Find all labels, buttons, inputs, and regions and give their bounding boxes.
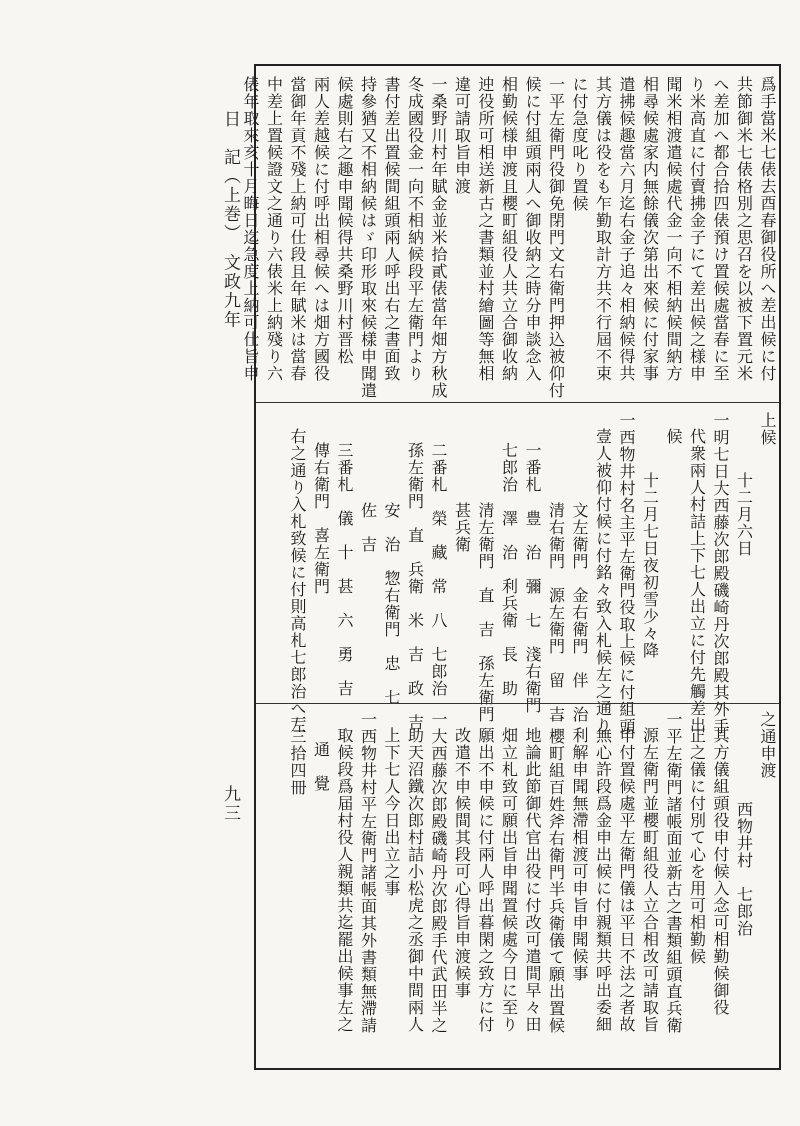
- text-column: 之通申渡: [758, 711, 777, 779]
- text-column: 通 覺: [311, 741, 331, 792]
- text-column: 其方儀は役をも乍勤取計方共不行屆不束: [593, 76, 613, 382]
- register-divider: [256, 703, 779, 704]
- text-column: 願出不申候に付兩人呼出暮閑之致方に付: [476, 727, 495, 1033]
- text-column: 違可請取旨申渡: [452, 76, 472, 195]
- text-column: 上候: [758, 412, 777, 446]
- text-column: へ差加へ都合拾四俵預け置候處當春に至: [711, 76, 730, 382]
- addressee-line: 西物井村 七郎治: [734, 801, 754, 937]
- date-line: 十二月六日: [734, 472, 754, 557]
- text-column: 當御年貢不殘上納可仕段且年賦米は當春: [288, 76, 307, 382]
- text-column: 地論此節御代官出役に付改可遣間早々田: [523, 727, 542, 1033]
- text-column: 相尋候處家内無餘儀次第出來候に付家事: [640, 76, 660, 382]
- text-column: 右之通り入札致候に付則高札七郎治へ左: [288, 428, 307, 734]
- date-line: 十二月七日夜初雪少々降: [640, 472, 660, 659]
- name-list: 清右衛門 源左衛門 留 吉: [546, 502, 566, 723]
- text-column: 迚役所可相送新古之書類並村繪圖等無相: [476, 76, 495, 382]
- text-column: 一平左衛門諸帳面並新古之書類組頭直兵衛: [664, 711, 683, 1034]
- text-column: 一明七日大西藤次郎殿磯崎丹次郎殿其外手: [711, 412, 730, 735]
- ballot-list: 三番札 儀 十 甚 六 勇 吉: [335, 442, 354, 697]
- register-divider: [256, 402, 779, 403]
- name-list: 佐 吉: [358, 502, 378, 553]
- text-column: 書付差出置候間組頭兩人呼出右之書面致: [382, 76, 401, 382]
- text-column: 冬成國役金一向不相納候段平左衛門より: [405, 76, 425, 382]
- text-column: 畑立札致可願出旨申聞置候處今日に至り: [499, 727, 519, 1033]
- register-bottom: [256, 711, 779, 1066]
- text-column: 正之儀に付別て心を用可相勤候: [687, 727, 707, 965]
- text-column: 申付置候處平左衛門儀は平日不法之者故: [617, 727, 636, 1033]
- text-column: 相勤候様申渡且櫻町組役人共立合御收納: [499, 76, 519, 382]
- text-column: 聞米相渡遣候處代金一向不相納候間納方: [664, 76, 683, 382]
- ballot-list: 七郎治 澤 治 利兵衛 長 助: [499, 442, 519, 697]
- text-column: 一西物井村名主平左衛門役取上候に付組頭: [617, 412, 636, 735]
- text-column: 持參猶又不相納候はゞ印形取來候樣申聞遣: [358, 76, 378, 399]
- register-top: [241, 76, 779, 399]
- ballot-list: 孫左衛門 直 兵衛 米 吉 政 吉: [405, 442, 425, 731]
- text-column: 利解申聞無滯相渡可申旨申聞候事: [570, 727, 589, 982]
- text-column: 一平左衛門役御免閉門文右衛門押込被仰付: [546, 76, 566, 399]
- name-list: 清左衛門 直 吉 孫左衛門: [476, 502, 495, 723]
- text-column: 爲手當米七俵去酉春御役所へ差出候に付: [758, 76, 777, 382]
- text-column: り米高直に付賣拂金子にて差出候之様申: [687, 76, 707, 382]
- text-column: 中差上置候證文之通り六俵米上納殘り六: [264, 76, 284, 382]
- text-column: 取候段爲届村役人親類共迄罷出候事左之: [335, 727, 354, 1033]
- text-column: 其方儀組頭役申付候入念可相勤候御役: [711, 727, 730, 1016]
- text-column: 一櫻町組百姓斧右衛門半兵衛儀て願出置候: [546, 711, 566, 1034]
- name-list: 甚兵衛: [452, 502, 472, 553]
- text-column: 候に付組頭兩人へ御收納之時分申談念入: [523, 76, 542, 382]
- text-column: 上下七人今日出立之事: [382, 727, 401, 897]
- text-column: 候: [664, 428, 683, 445]
- text-column: 俵年取來亥十月晦日迄急度上納可仕旨申: [241, 76, 260, 382]
- text-column: 一大西藤次郎殿磯崎丹次郎殿手代武田半之: [429, 711, 448, 1034]
- page-number: 九三: [220, 785, 240, 823]
- text-frame: [241, 64, 781, 1070]
- text-column: 一桑野川村年賦金並米拾貳俵當年畑方秋成: [429, 76, 448, 399]
- text-column: 候處則右之趣申聞候得共桑野川村晋松: [335, 76, 354, 365]
- text-column: 源左衛門並櫻町組役人立合相改可請取旨: [640, 727, 660, 1033]
- text-column: 代衆兩人村詰上下七人出立に付先觸差出: [687, 428, 707, 734]
- register-middle: [256, 412, 779, 735]
- text-column: 改遣不申候間其段可心得旨申渡候事: [452, 727, 472, 999]
- text-column: 壹人被仰付候に付銘々致入札候左之通り: [593, 428, 613, 734]
- text-column: 一西物井村平左衛門諸帳面其外書類無滯請: [358, 711, 378, 1034]
- text-column: 一三拾四冊: [288, 711, 307, 796]
- text-column: に付急度叱り置候: [570, 76, 589, 212]
- text-column: 無心許段爲金申出候に付親類共呼出委細: [593, 727, 613, 1033]
- text-column: 兩人差越候に付呼出相尋候へは畑方國役: [311, 76, 331, 382]
- text-column: 助天沼鐵次郎村詰小松虎之丞御中間兩人: [405, 727, 425, 1033]
- name-list: 文左衛門 金右衛門 伴 治: [570, 502, 589, 723]
- ballot-list: 傳右衛門 喜左衛門: [311, 442, 331, 595]
- ballot-list: 一番札 豊 治 彌 七 淺右衛門: [523, 442, 542, 714]
- running-head-title: 日 記（上巻） 文政九年: [220, 110, 240, 330]
- text-column: 遣拂候趣當六月迄右金子追々相納候得共: [617, 76, 636, 382]
- ballot-list: 二番札 榮 藏 常 八 七郎治: [429, 442, 448, 697]
- name-list: 安 治 惣右衛門 忠 七: [382, 502, 401, 706]
- text-column: 共節御米七俵格別之思召を以被下置元米: [734, 76, 754, 382]
